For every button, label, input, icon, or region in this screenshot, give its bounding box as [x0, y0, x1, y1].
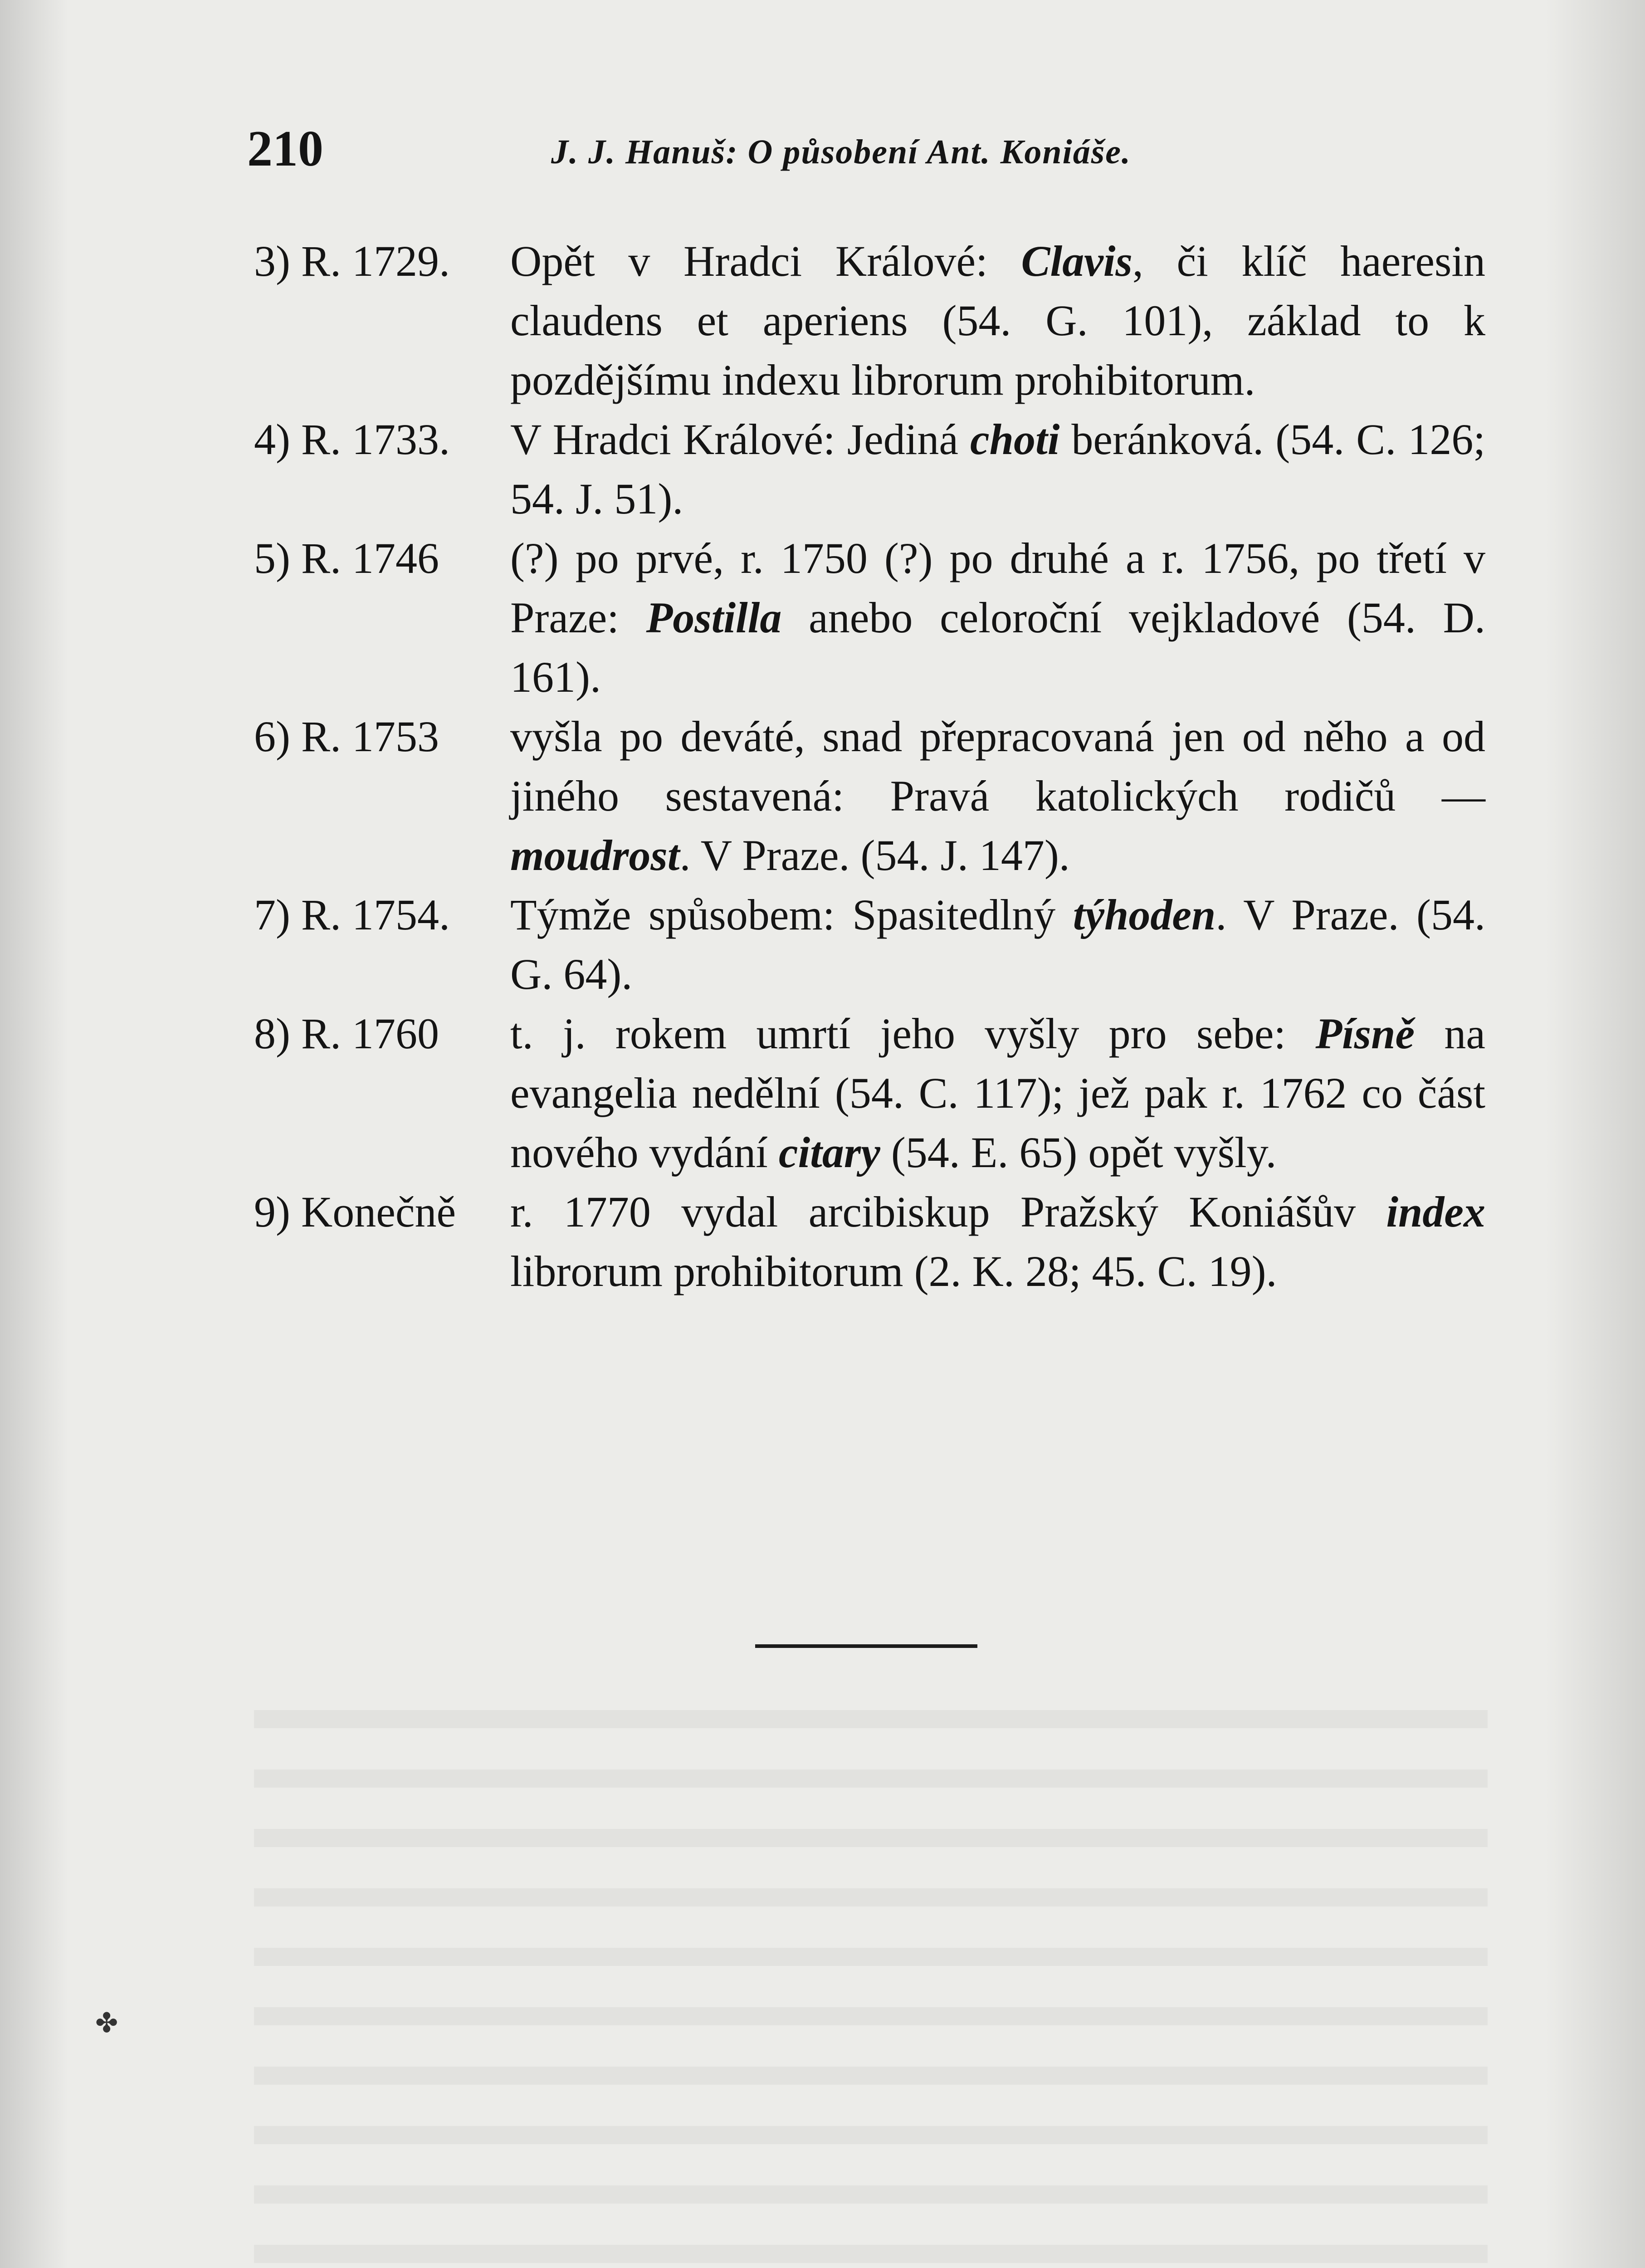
entry-text [510, 885, 1485, 1004]
entry-label: 4) R. 1733. [254, 415, 450, 464]
page-header [247, 122, 1472, 194]
entry-text [510, 528, 1485, 707]
bleed-through-text [254, 1678, 1488, 2268]
text-segment: V Hradci Králové: Jediná [510, 415, 971, 464]
bibliography-list [254, 231, 1488, 1301]
text-segment: librorum prohibitorum (2. K. 28; 45. C. 19). [510, 1247, 1277, 1295]
ink-blot-mark: ✤ [95, 2008, 118, 2038]
text-segment: na evangelia nedělní (54. C. 117); jež pak r. 1762 co část nového vydání [510, 1009, 1486, 1177]
text-segment: , či klíč haeresin claudens et aperiens (54. G. 101), základ to k pozdějšímu indexu librorum prohibitorum. [510, 237, 1486, 404]
text-segment: Týmže spůsobem: Spasitedlný [510, 890, 1073, 939]
entry-label: 8) R. 1760 [254, 1009, 439, 1058]
entry-text [510, 1004, 1485, 1182]
title-italic: Postilla [646, 593, 782, 642]
entry-label: 5) R. 1746 [254, 534, 439, 582]
list-item [254, 410, 1488, 528]
text-segment: . V Praze. (54. G. 64). [510, 890, 1485, 998]
entry-label: 7) R. 1754. [254, 890, 450, 939]
entry-text [510, 410, 1485, 528]
title-italic: týhoden [1073, 890, 1216, 939]
page-edge-shadow-right [1545, 0, 1645, 2268]
page-number: 210 [247, 121, 323, 177]
title-italic: moudrost [510, 831, 680, 880]
entry-label: 9) Konečně [254, 1188, 456, 1236]
page-edge-shadow-left [0, 0, 68, 2268]
running-title: J. J. Hanuš: O působení Ant. Koniáše. [551, 133, 1132, 171]
text-segment: r. 1770 vydal arcibiskup Pražský Koniášův [510, 1188, 1386, 1236]
list-item [254, 1004, 1488, 1182]
title-italic: choti [970, 415, 1060, 464]
text-segment: (?) po prvé, r. 1750 (?) po druhé a r. 1756, po třetí v Praze: [510, 534, 1485, 642]
text-segment: (54. E. 65) opět vyšly. [880, 1128, 1277, 1177]
list-item [254, 528, 1488, 707]
list-item [254, 231, 1488, 410]
section-divider-rule [755, 1644, 977, 1648]
text-segment: vyšla po deváté, snad přepracovaná jen od něho a od jiného sestavená: Pravá katolických rodičů — [510, 712, 1485, 820]
list-item [254, 885, 1488, 1004]
entry-label: 6) R. 1753 [254, 712, 439, 761]
text-segment: t. j. rokem umrtí jeho vyšly pro sebe: [510, 1009, 1316, 1058]
entry-text [510, 707, 1485, 885]
entry-text [510, 231, 1485, 410]
text-segment: . V Praze. (54. J. 147). [679, 831, 1070, 880]
entry-text [510, 1182, 1485, 1301]
text-segment: Opět v Hradci Králové: [510, 237, 1021, 285]
title-italic: index [1386, 1188, 1485, 1236]
title-italic: Písně [1315, 1009, 1415, 1058]
text-segment: beránková. (54. C. 126; 54. J. 51). [510, 415, 1486, 523]
list-item [254, 707, 1488, 885]
title-italic: Clavis [1021, 237, 1132, 285]
entry-label: 3) R. 1729. [254, 237, 450, 285]
title-italic: citary [778, 1128, 880, 1177]
list-item [254, 1182, 1488, 1301]
text-segment: anebo celoroční vejkladové (54. D. 161). [510, 593, 1486, 701]
